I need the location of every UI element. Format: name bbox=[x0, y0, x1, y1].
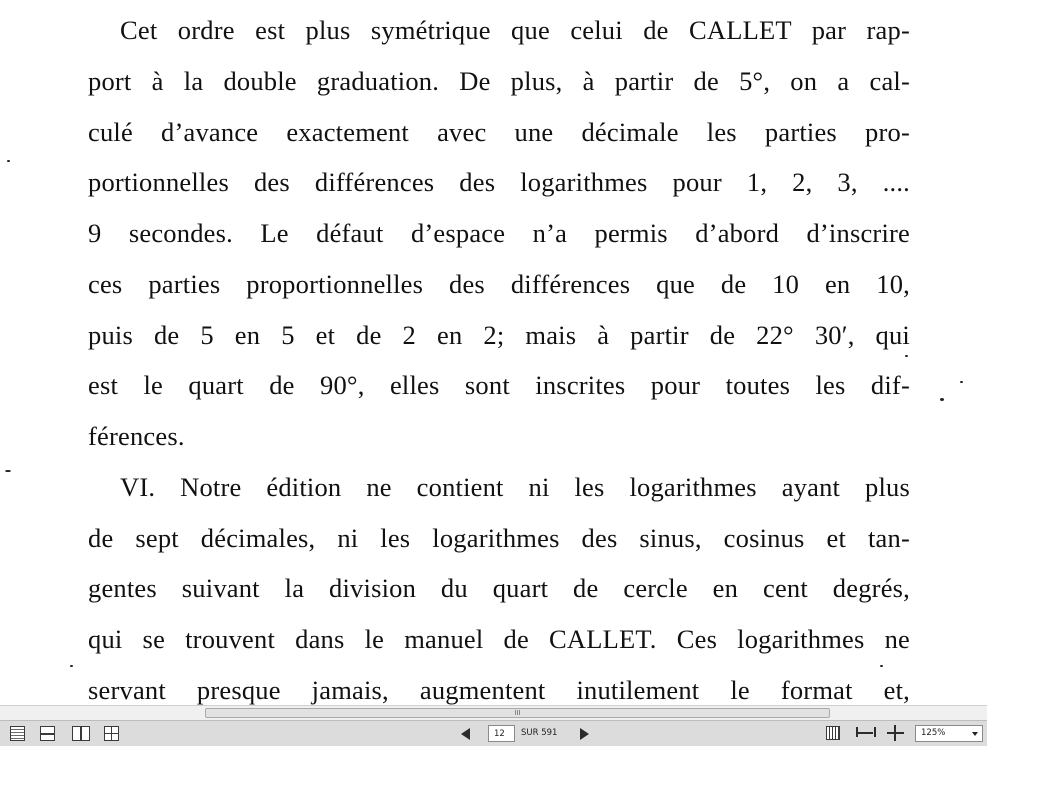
scan-speck bbox=[70, 665, 73, 667]
scan-speck bbox=[960, 381, 963, 383]
text-line: Cet ordre est plus symétrique que celui de CALLET par rap- bbox=[120, 15, 910, 45]
text-line: puis de 5 en 5 et de 2 en 2; mais à partir de 22° 30′, qui bbox=[88, 320, 910, 350]
page-number-input[interactable] bbox=[488, 725, 515, 742]
zoom-select[interactable] bbox=[915, 725, 983, 742]
zoom-value: 125% bbox=[921, 728, 946, 738]
text-line: de sept décimales, ni les logarithmes des sinus, cosinus et tan- bbox=[88, 523, 910, 553]
text-line: qui se trouvent dans le manuel de CALLET. Ces logarithmes ne bbox=[88, 624, 910, 654]
scrollbar-grip: III bbox=[514, 709, 521, 717]
chevron-down-icon[interactable] bbox=[972, 732, 978, 736]
scan-speck bbox=[880, 665, 883, 667]
text-line: portionnelles des différences des logarithmes pour 1, 2, 3, .... bbox=[88, 167, 910, 197]
text-line: 9 secondes. Le défaut d’espace n’a permis d’abord d’inscrire bbox=[88, 218, 910, 248]
thumbnails-view-icon[interactable] bbox=[104, 726, 119, 741]
next-page-icon[interactable] bbox=[580, 728, 589, 740]
continuous-view-icon[interactable] bbox=[40, 726, 55, 741]
scan-speck bbox=[940, 398, 944, 401]
scan-speck bbox=[7, 160, 10, 162]
viewer-toolbar bbox=[0, 720, 987, 746]
horizontal-scrollbar[interactable] bbox=[0, 705, 987, 720]
text-line: culé d’avance exactement avec une décimale les parties pro- bbox=[88, 117, 910, 147]
text-line: servant presque jamais, augmentent inutilement le format et, bbox=[88, 675, 910, 705]
previous-page-icon[interactable] bbox=[461, 728, 470, 740]
text-line: VI. Notre édition ne contient ni les logarithmes ayant plus bbox=[120, 472, 910, 502]
text-line: port à la double graduation. De plus, à partir de 5°, on a cal- bbox=[88, 66, 910, 96]
single-page-view-icon[interactable] bbox=[10, 726, 25, 741]
text-line: gentes suivant la division du quart de cercle en cent degrés, bbox=[88, 573, 910, 603]
fit-page-icon[interactable] bbox=[887, 725, 904, 741]
scrollbar-thumb[interactable] bbox=[205, 708, 830, 718]
page-total: SUR 591 bbox=[521, 728, 558, 738]
scan-speck bbox=[5, 470, 11, 472]
text-line: férences. bbox=[88, 421, 185, 451]
text-line: est le quart de 90°, elles sont inscrites pour toutes les dif- bbox=[88, 370, 910, 400]
fit-width-icon[interactable] bbox=[856, 726, 874, 740]
facing-pages-view-icon[interactable] bbox=[72, 726, 90, 741]
scan-speck bbox=[905, 355, 908, 357]
actual-size-icon[interactable] bbox=[826, 726, 840, 740]
text-line: ces parties proportionnelles des différences que de 10 en 10, bbox=[88, 269, 910, 299]
